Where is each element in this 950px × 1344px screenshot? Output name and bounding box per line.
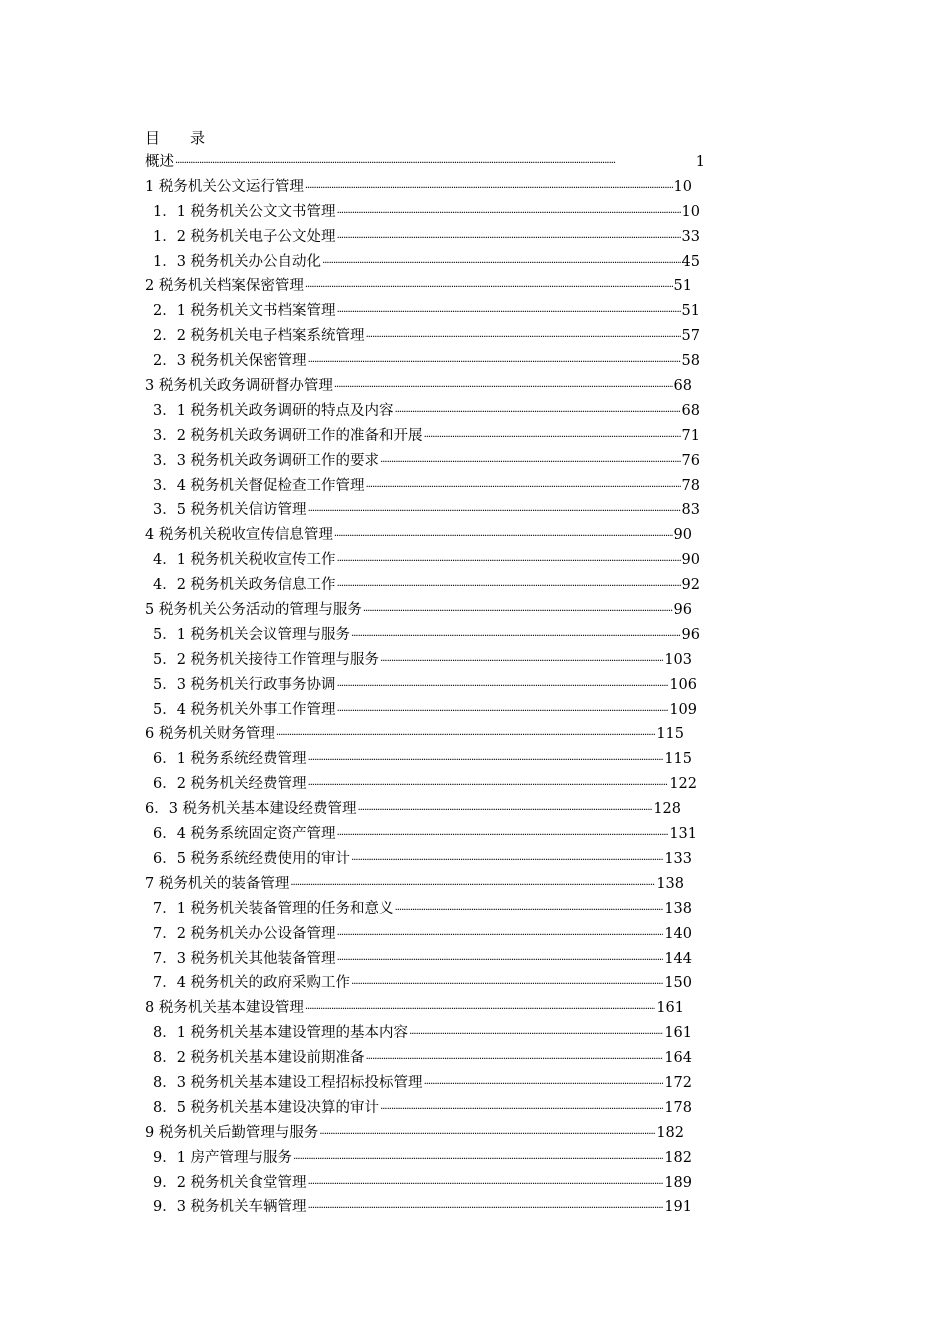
toc-entry-label: 3 税务机关政务调研督办管理 [145,378,333,395]
toc-entry[interactable] [145,698,697,723]
toc-entry-page-number: 45 [681,253,700,270]
toc-entry-label: 2．1 税务机关文书档案管理 [153,303,336,320]
toc-entry-page-number: 115 [664,751,692,768]
toc-entry-label: 3．2 税务机关政务调研工作的准备和开展 [153,427,423,444]
toc-dot-leader [308,500,681,525]
toc-entry[interactable] [145,1146,692,1171]
toc-entry-label: 4．2 税务机关政务信息工作 [153,577,336,594]
toc-entry-page-number: 178 [664,1099,692,1116]
toc-dot-leader [409,1023,663,1048]
toc-dot-leader [319,1123,655,1148]
toc-heading-part2: 录 [190,129,206,147]
toc-entry-page-number: 58 [681,353,700,370]
toc-entry-label: 3．3 税务机关政务调研工作的要求 [153,452,380,469]
toc-entry[interactable] [145,722,684,747]
toc-dot-leader [308,1173,664,1198]
toc-entry[interactable] [145,349,700,374]
toc-entry[interactable] [145,971,692,996]
toc-entry-page-number: 128 [653,801,681,818]
toc-entry-page-number: 109 [669,701,697,718]
toc-entry-label: 1 税务机关公文运行管理 [145,178,304,195]
toc-dot-leader [175,152,695,177]
toc-entry-label: 4 税务机关税收宣传信息管理 [145,527,333,544]
toc-entry[interactable] [145,847,692,872]
toc-entry[interactable] [145,772,697,797]
toc-entry[interactable] [145,922,692,947]
toc-dot-leader [363,600,673,625]
toc-entry-label: 8．5 税务机关基本建设决算的审计 [153,1099,380,1116]
toc-entry-label: 9．2 税务机关食堂管理 [153,1174,307,1191]
toc-entry[interactable] [145,299,700,324]
toc-entry[interactable] [145,1046,692,1071]
toc-entry-label: 1．1 税务机关公文文书管理 [153,203,336,220]
toc-entry-page-number: 131 [669,826,697,843]
toc-entry[interactable] [145,1071,692,1096]
toc-entry-label: 5 税务机关公务活动的管理与服务 [145,602,362,619]
toc-entry[interactable] [145,225,700,250]
toc-entry-label: 7．3 税务机关其他装备管理 [153,950,336,967]
toc-dot-leader [337,575,681,600]
toc-entry[interactable] [145,822,697,847]
toc-entry-page-number: 71 [681,427,700,444]
toc-entry-page-number: 96 [673,602,692,619]
toc-entry-page-number: 161 [664,1025,692,1042]
toc-dot-leader [380,1098,663,1123]
toc-entry[interactable] [145,374,692,399]
toc-entry-page-number: 103 [664,651,692,668]
toc-entry-page-number: 33 [681,228,700,245]
toc-entry-label: 9．3 税务机关车辆管理 [153,1199,307,1216]
toc-heading [145,126,745,150]
toc-entry[interactable] [145,947,692,972]
toc-entry-label: 8．2 税务机关基本建设前期准备 [153,1050,365,1067]
toc-entry[interactable] [145,150,705,175]
toc-dot-leader [305,276,673,301]
toc-entry-label: 6．5 税务系统经费使用的审计 [153,850,351,867]
toc-entry[interactable] [145,747,692,772]
toc-dot-leader [293,1148,663,1173]
toc-entry[interactable] [145,474,700,499]
toc-dot-leader [334,525,673,550]
toc-dot-leader [337,675,669,700]
toc-entry[interactable] [145,623,700,648]
toc-entry-page-number: 150 [664,975,692,992]
toc-entry[interactable] [145,673,697,698]
toc-dot-leader [380,451,680,476]
toc-dot-leader [305,998,655,1023]
toc-entry-label: 5．3 税务机关行政事务协调 [153,676,336,693]
toc-entry-label: 3．4 税务机关督促检查工作管理 [153,477,365,494]
toc-entry[interactable] [145,200,700,225]
toc-entry[interactable] [145,573,700,598]
toc-entry-label: 8 税务机关基本建设管理 [145,1000,304,1017]
toc-entry-label: 概述 [145,154,174,170]
toc-entry-page-number: 138 [664,900,692,917]
toc-dot-leader [395,899,664,924]
toc-entry-label: 8．3 税务机关基本建设工程招标投标管理 [153,1074,423,1091]
toc-entry-label: 6．3 税务机关基本建设经费管理 [145,801,357,818]
toc-entry[interactable] [145,449,700,474]
toc-entry-page-number: 68 [673,378,692,395]
toc-entry-label: 9．1 房产管理与服务 [153,1149,293,1166]
toc-entry-page-number: 83 [681,502,700,519]
toc-entry-page-number: 10 [673,178,692,195]
toc-dot-leader [337,700,669,725]
toc-entry-page-number: 57 [681,328,700,345]
toc-dot-leader [351,849,663,874]
toc-dot-leader [424,426,681,451]
toc-entry-page-number: 10 [681,203,700,220]
toc-entry[interactable] [145,548,700,573]
toc-dot-leader [308,774,669,799]
toc-entry[interactable] [145,1195,692,1220]
toc-dot-leader [380,650,663,675]
toc-entry-label: 6．1 税务系统经费管理 [153,751,307,768]
toc-entry-label: 7 税务机关的装备管理 [145,875,290,892]
table-of-contents [145,126,745,1220]
toc-dot-leader [351,625,680,650]
toc-entry[interactable] [145,996,684,1021]
toc-entry-label: 6．2 税务机关经费管理 [153,776,307,793]
toc-entry-label: 7．1 税务机关装备管理的任务和意义 [153,900,394,917]
toc-entry[interactable] [145,1021,692,1046]
toc-entry-page-number: 189 [664,1174,692,1191]
toc-entry-page-number: 182 [664,1149,692,1166]
toc-entry-page-number: 191 [664,1199,692,1216]
toc-entry-page-number: 51 [673,278,692,295]
toc-entry-page-number: 51 [681,303,700,320]
toc-dot-leader [308,351,681,376]
toc-entry-label: 5．1 税务机关会议管理与服务 [153,626,351,643]
toc-dot-leader [337,202,681,227]
toc-entry-label: 5．4 税务机关外事工作管理 [153,701,336,718]
toc-entry[interactable] [145,175,692,200]
toc-entry-page-number: 172 [664,1074,692,1091]
toc-dot-leader [308,1197,664,1222]
toc-dot-leader [366,476,681,501]
toc-entry-page-number: 76 [681,452,700,469]
toc-entry[interactable] [145,1121,684,1146]
toc-entry[interactable] [145,897,692,922]
toc-entry-label: 2 税务机关档案保密管理 [145,278,304,295]
toc-dot-leader [308,749,664,774]
toc-heading-part1: 目 [145,129,161,147]
toc-entry-page-number: 115 [656,726,684,743]
toc-entry-page-number: 78 [681,477,700,494]
toc-dot-leader [337,949,664,974]
toc-entry-label: 3．5 税务机关信访管理 [153,502,307,519]
toc-entry-page-number: 140 [664,925,692,942]
toc-entry-label: 3．1 税务机关政务调研的特点及内容 [153,402,394,419]
toc-entry[interactable] [145,399,700,424]
toc-entry-label: 9 税务机关后勤管理与服务 [145,1124,319,1141]
toc-entry[interactable] [145,797,681,822]
toc-entry-page-number: 138 [656,875,684,892]
toc-entry-page-number: 92 [681,577,700,594]
toc-dot-leader [290,874,655,899]
toc-dot-leader [366,326,681,351]
toc-entry[interactable] [145,498,700,523]
toc-entry-label: 7．4 税务机关的政府采购工作 [153,975,351,992]
toc-entry-label: 6．4 税务系统固定资产管理 [153,826,336,843]
toc-entry-page-number: 161 [656,1000,684,1017]
toc-entry-label: 2．2 税务机关电子档案系统管理 [153,328,365,345]
toc-entry-label: 1．3 税务机关办公自动化 [153,253,322,270]
toc-dot-leader [395,401,681,426]
toc-dot-leader [305,177,673,202]
toc-entry-page-number: 1 [695,154,705,170]
toc-entry-page-number: 182 [656,1124,684,1141]
toc-entry[interactable] [145,598,692,623]
toc-entry[interactable] [145,648,692,673]
toc-entry[interactable] [145,274,692,299]
toc-entry-label: 8．1 税务机关基本建设管理的基本内容 [153,1025,409,1042]
toc-dot-leader [337,550,681,575]
toc-dot-leader [276,724,655,749]
toc-entry-label: 1．2 税务机关电子公文处理 [153,228,336,245]
toc-entry-page-number: 144 [664,950,692,967]
toc-dot-leader [337,824,669,849]
toc-entry-page-number: 122 [669,776,697,793]
toc-entry[interactable] [145,250,700,275]
toc-entry-page-number: 68 [681,402,700,419]
toc-entry[interactable] [145,1096,692,1121]
toc-dot-leader [337,227,681,252]
toc-dot-leader [358,799,653,824]
toc-dot-leader [366,1048,664,1073]
toc-entry-page-number: 90 [673,527,692,544]
toc-entry-page-number: 133 [664,850,692,867]
toc-entry-label: 7．2 税务机关办公设备管理 [153,925,336,942]
toc-entry[interactable] [145,1171,692,1196]
toc-entry-label: 2．3 税务机关保密管理 [153,353,307,370]
toc-dot-leader [424,1073,664,1098]
toc-entry-page-number: 164 [664,1050,692,1067]
toc-dot-leader [322,252,680,277]
toc-entry-page-number: 90 [681,552,700,569]
toc-dot-leader [337,924,664,949]
toc-entry-label: 5．2 税务机关接待工作管理与服务 [153,651,380,668]
toc-entry-label: 4．1 税务机关税收宣传工作 [153,552,336,569]
toc-entry[interactable] [145,424,700,449]
toc-dot-leader [337,301,681,326]
toc-entry[interactable] [145,872,684,897]
toc-entry-label: 6 税务机关财务管理 [145,726,275,743]
toc-dot-leader [334,376,673,401]
toc-entry[interactable] [145,324,700,349]
toc-entry-page-number: 106 [669,676,697,693]
toc-entry-list [145,150,745,1220]
toc-entry-page-number: 96 [681,626,700,643]
toc-dot-leader [351,973,663,998]
toc-entry[interactable] [145,523,692,548]
